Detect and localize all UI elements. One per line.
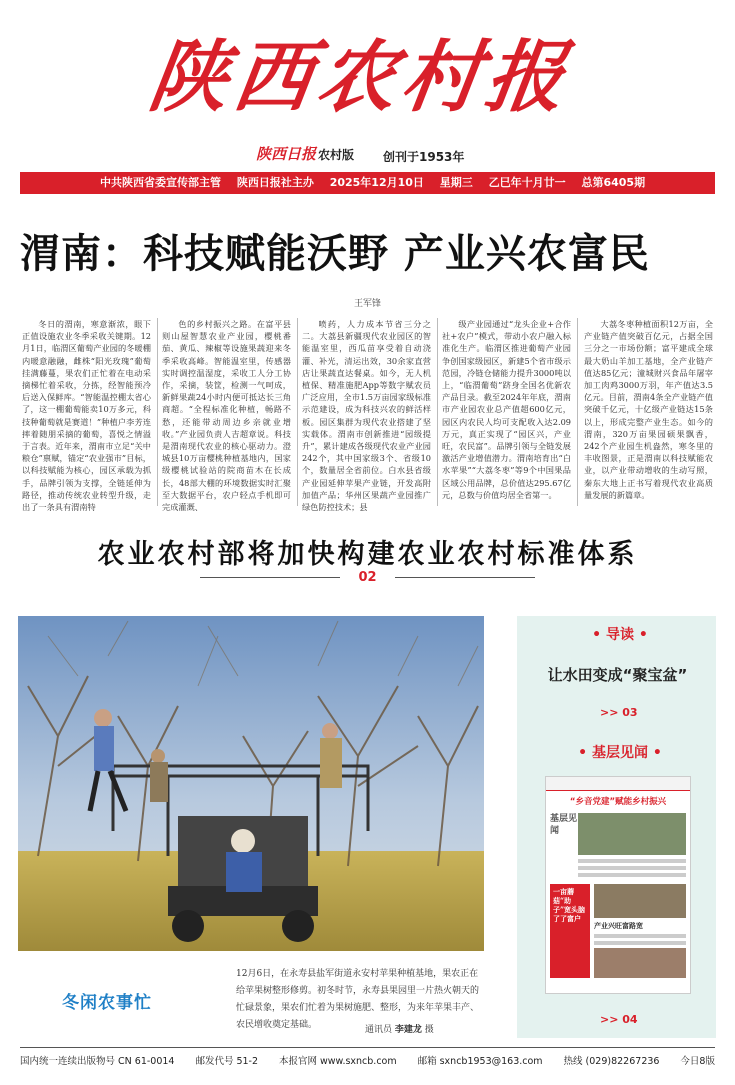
- photo-stamp: 冬闲农事忙: [62, 993, 152, 1013]
- masthead-title: 陕西农村报: [143, 32, 577, 123]
- divider: [395, 577, 535, 578]
- masthead-edition: 农村版: [318, 148, 355, 162]
- guide-title: • 导读 •: [592, 627, 648, 643]
- footer-item[interactable]: 邮箱 sxncb1953@163.com: [417, 1056, 543, 1067]
- section-title-jiceng: • 基层见闻 •: [578, 745, 662, 761]
- section-headline[interactable]: 农业农村部将加快构建农业农村标准体系: [97, 539, 638, 570]
- column-divider: [297, 318, 298, 506]
- guide-page-ref[interactable]: >> 03: [600, 706, 638, 719]
- column-divider: [577, 318, 578, 506]
- divider: [200, 577, 340, 578]
- thumbnail-side-label: 基层见闻: [550, 814, 578, 836]
- issue-info-item: 总第6405期: [581, 176, 646, 189]
- article-column: 级产业园通过“龙头企业+合作社+农户”模式，带动小农户融入标准化生产。临渭区推进葡萄产业园争创国家级园区，新建5个省市级示范园，冷链仓储能力提升3000吨以上，“临渭葡萄”跻身全国名优新农产品目录。截至2024年年底，渭南市产业园农业总产值超600亿元，园区内农民人均可支配收入达2.09万元，真正实现了“园区兴，产业旺，农民富”。品牌引领与全链发展激活产业增值潜力。渭南培育出“白水苹果”“大荔冬枣”等9个中国果品区域公用品牌，总价值达295.67亿元，总数与价值均居全省第一。: [442, 319, 571, 500]
- orchard-photo: [18, 616, 484, 951]
- column-divider: [157, 318, 158, 506]
- issue-info-bar: [20, 172, 715, 194]
- thumbnail-headline: “乡音党建”赋能乡村振兴: [569, 797, 667, 807]
- masthead-sub-logo: 陕西日报: [256, 145, 317, 163]
- page-thumbnail[interactable]: [545, 776, 691, 994]
- footer-divider: [20, 1047, 715, 1048]
- issue-info-item: 中共陕西省委宣传部主管: [100, 176, 221, 189]
- column-divider: [437, 318, 438, 506]
- issue-info-item: 陕西日报社主办: [236, 176, 314, 189]
- section-page-number[interactable]: 02: [358, 570, 377, 585]
- thumbnail-red-block: 一亩蘑菇“助子”宽头脑了了富户: [550, 884, 590, 978]
- article-column: 色的乡村振兴之路。在富平县则山屋智慧农业产业园，樱桃番茄、黄瓜、辣椒等设施果蔬迎来冬季采收高峰。智能温室里，传感器实时调控温湿度，采收工人分工协作，采摘，装筐，检测一气呵成，新鲜果蔬24小时内便可抵达长三角商超。“全程标准化种植，畅路不愁，还能带动周边乡亲就业增收。”产业园负责人吉超章说。科技是渭南现代农业的核心驱动力。澄城县10万亩樱桃种植基地内，国家级樱桃试验站的院商苗木在长成长，48部大棚的环境数据实时汇聚至大数据平台，农户轻点手机即可完成灌溉、: [162, 319, 291, 513]
- footer: [20, 1053, 715, 1067]
- photo-caption: 12月6日，在永寿县盐军街道永安村苹果种植基地，果农正在给苹果树整形修剪。初冬时节，永寿县果园里一片热火朝天的忙碌景象，果农们忙着为果树施肥、整形，为来年苹果丰产、农民增收奠定基础。: [236, 969, 480, 1030]
- article-column: 喷药，人力成本节省三分之二。大荔县新疆现代农业园区的智能温室里，西瓜苗享受着自动浇灌、补光，清运出效，30余家直营店让果蔬直达餐桌。如今，无人机植保、精准施肥App等数字赋农员广泛应用，全市1.5万亩园家级标准示范建设，成为科技兴农的鲜活样板。园区集群为现代农业搭建了坚实载体。渭南市创新推进“园级提升”，累计建成各级现代农业产业园242个，其中国家级3个、省级10个，数量居全省前位。白水县省级产业园延伸苹果产业链，开发高附加值产品；华州区果蔬产业园推广绿色防控技术；县: [302, 319, 431, 513]
- footer-item: 邮发代号 51-2: [195, 1056, 259, 1067]
- photo-credit: 通讯员 李建龙 摄: [365, 1025, 434, 1035]
- lead-author: 王军锋: [353, 299, 381, 309]
- footer-item: 今日8版: [680, 1056, 715, 1067]
- issue-info-item: 星期三: [439, 176, 473, 189]
- article-column: 冬日的渭南，寒意渐浓，眼下正值设施农业冬季采收关键期。12月1日，临渭区葡萄产业园的冬暖棚内暖意融融，雌株“阳光玫瑰”葡萄挂满藤蔓，果农们正忙着在电动采摘梯忙着采收，分拣，经智能预冷后送入保鲜库。“智能温控棚太省心了，这一棚葡萄能卖10万多元，科技种葡萄就是赛道！”种植户李芳连摔着随朋采摘的葡萄，喜悦之情溢于言表。近年来，渭南市立足“关中粮仓”禀赋，锚定“农业强市”目标，以科技赋能为核心，园区承载为抓手，品牌引领为支撑，全链延伸为路径，推动传统农业转型升级，走出了一条具有渭南特: [22, 319, 151, 513]
- layer-page-ref[interactable]: >> 04: [600, 1013, 638, 1026]
- article-column: 大荔冬枣种植面积12万亩，全产业链产值突破百亿元，占据全国三分之一市场份额；富平建成全球最大奶山羊加工基地，全产业链产值达85亿元；潼城财兴食品年屠宰加工肉鸡3000万羽，年产值达3.5亿元。目前，渭南4条全产业链产值突破千亿元，十亿级产业链达15条以上，形成完整产业生态。如今的渭南，320万亩果园硕果飘香，242个产业园生机盎然，寒冬里的丰收图景，正是渭南以科技赋能农业，以产业带动增收的生动写照，秦东大地上正书写着现代农业高质量发展的新篇章。: [584, 319, 713, 500]
- thumbnail-subhead: 产业兴旺富路宽: [594, 921, 643, 930]
- lead-body: [22, 318, 715, 513]
- footer-item: 热线 (029)82267236: [563, 1056, 660, 1067]
- guide-item-link[interactable]: 让水田变成“聚宝盆”: [547, 666, 688, 684]
- issue-info-item: 乙巳年十月廿一: [488, 176, 566, 189]
- masthead-founded: 创刊于1953年: [383, 150, 465, 164]
- footer-item: 国内统一连续出版物号 CN 61-0014: [20, 1056, 175, 1067]
- issue-info-item: 2025年12月10日: [329, 176, 424, 189]
- footer-item[interactable]: 本报官网 www.sxncb.com: [278, 1056, 397, 1067]
- lead-headline: 渭南：科技赋能沃野 产业兴农富民: [20, 231, 650, 277]
